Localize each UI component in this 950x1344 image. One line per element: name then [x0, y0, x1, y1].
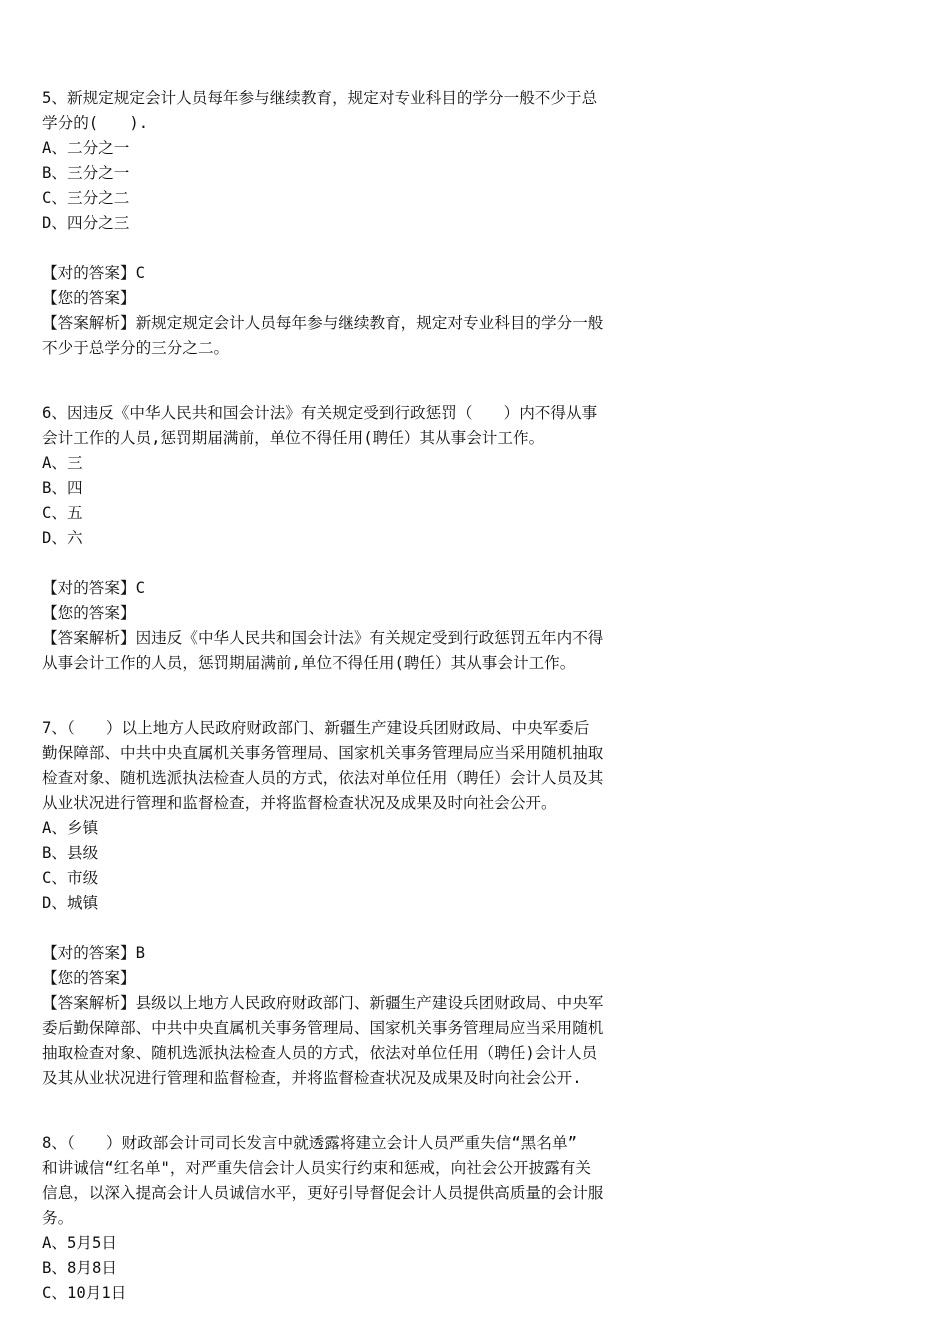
your-answer: 【您的答案】	[42, 289, 136, 307]
question-stem-line: 和讲诚信“红名单"，对严重失信会计人员实行约束和惩戒，向社会公开披露有关	[42, 1159, 591, 1177]
question-stem-line: 从业状况进行管理和监督检查，并将监督检查状况及成果及时向社会公开。	[42, 794, 557, 812]
question-stem-line: 信息，以深入提高会计人员诚信水平，更好引导督促会计人员提供高质量的会计服	[42, 1184, 604, 1202]
answer-explanation: 及其从业状况进行管理和监督检查，并将监督检查状况及成果及时向社会公开.	[42, 1069, 582, 1087]
answer-explanation: 从事会计工作的人员，惩罚期届满前,单位不得任用(聘任）其从事会计工作。	[42, 654, 576, 672]
correct-answer: 【对的答案】B	[42, 944, 145, 962]
option-a: A、5月5日	[42, 1234, 117, 1252]
option-d: D、六	[42, 529, 83, 547]
option-c: C、10月1日	[42, 1284, 127, 1302]
question-5	[42, 86, 710, 236]
spacer	[42, 916, 710, 941]
question-7	[42, 716, 710, 916]
option-a: A、三	[42, 454, 83, 472]
your-answer: 【您的答案】	[42, 969, 136, 987]
answer-explanation: 抽取检查对象、随机选派执法检查人员的方式，依法对单位任用（聘任)会计人员	[42, 1044, 598, 1062]
option-a: A、乡镇	[42, 819, 99, 837]
answer-explanation: 不少于总学分的三分之二。	[42, 339, 230, 357]
question-stem-line: 学分的( ).	[42, 114, 149, 132]
answer-explanation: 【答案解析】因违反《中华人民共和国会计法》有关规定受到行政惩罚五年内不得	[42, 629, 604, 647]
spacer	[42, 361, 710, 401]
answer-explanation: 【答案解析】新规定规定会计人员每年参与继续教育，规定对专业科目的学分一般	[42, 314, 604, 332]
question-stem-line: 6、因违反《中华人民共和国会计法》有关规定受到行政惩罚（ ）内不得从事	[42, 404, 598, 422]
question-stem-line: 7、（ ）以上地方人民政府财政部门、新疆生产建设兵团财政局、中央军委后	[42, 719, 590, 737]
option-c: C、五	[42, 504, 83, 522]
question-stem-line: 5、新规定规定会计人员每年参与继续教育，规定对专业科目的学分一般不少于总	[42, 89, 598, 107]
document-body	[42, 86, 710, 1306]
spacer	[42, 1091, 710, 1131]
option-c: C、市级	[42, 869, 99, 887]
option-b: B、县级	[42, 844, 99, 862]
option-c: C、三分之二	[42, 189, 130, 207]
question-stem-line: 检查对象、随机选派执法检查人员的方式，依法对单位任用（聘任）会计人员及其	[42, 769, 604, 787]
spacer	[42, 551, 710, 576]
correct-answer: 【对的答案】C	[42, 264, 145, 282]
answer-block-5	[42, 261, 710, 361]
question-stem-line: 会计工作的人员,惩罚期届满前，单位不得任用(聘任）其从事会计工作。	[42, 429, 545, 447]
question-6	[42, 401, 710, 551]
option-b: B、8月8日	[42, 1259, 117, 1277]
spacer	[42, 676, 710, 716]
answer-explanation: 【答案解析】县级以上地方人民政府财政部门、新疆生产建设兵团财政局、中央军	[42, 994, 604, 1012]
option-b: B、四	[42, 479, 83, 497]
answer-block-7	[42, 941, 710, 1091]
answer-explanation: 委后勤保障部、中共中央直属机关事务管理局、国家机关事务管理局应当采用随机	[42, 1019, 604, 1037]
question-stem-line: 勤保障部、中共中央直属机关事务管理局、国家机关事务管理局应当采用随机抽取	[42, 744, 604, 762]
your-answer: 【您的答案】	[42, 604, 136, 622]
option-b: B、三分之一	[42, 164, 130, 182]
option-d: D、城镇	[42, 894, 99, 912]
correct-answer: 【对的答案】C	[42, 579, 145, 597]
question-stem-line: 务。	[42, 1209, 74, 1227]
answer-block-6	[42, 576, 710, 676]
question-8	[42, 1131, 710, 1306]
question-stem-line: 8、（ ）财政部会计司司长发言中就透露将建立会计人员严重失信“黑名单”	[42, 1134, 577, 1152]
option-a: A、二分之一	[42, 139, 130, 157]
option-d: D、四分之三	[42, 214, 130, 232]
spacer	[42, 236, 710, 261]
